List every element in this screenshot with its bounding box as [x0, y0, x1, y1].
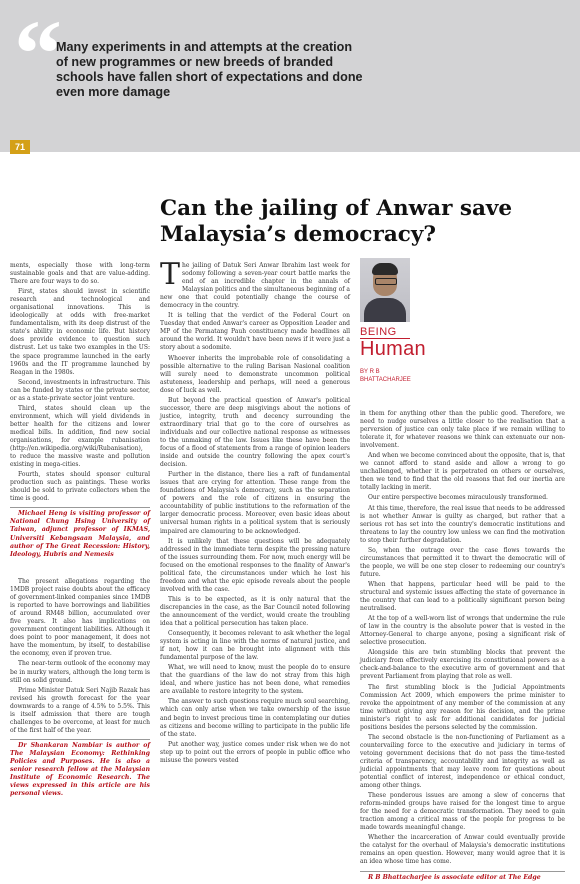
- main-article-column-2: [360, 262, 565, 884]
- drop-cap: T: [160, 257, 181, 292]
- headline: Can the jailing of Anwar save Malaysia’s democracy?: [160, 196, 513, 247]
- paragraph: Prime Minister Datuk Seri Najib Razak has revised his growth forecast for the year downwards to a range of 4.5% to 5.5%. This is itself admission that there are tough challenges to be overcome, at least for much of the first half of the year.: [10, 686, 150, 734]
- divider: [10, 739, 150, 740]
- paragraph: It is unlikely that these questions will be adequately addressed in the immediate term despite the pressing nature of the issues surrounding them. For now, much energy will be focused on the emotional responses to the finality of Anwar's political fate, the circumstances under which he lost his freedom and what the epic episode reveals about the people involved with the case.: [160, 537, 350, 593]
- paragraph: At this time, therefore, the real issue that needs to be addressed is not whether Anwar is guilty as charged, but rather that a serious rot has set into the country's democratic institutions and threatens to lay the country low unless we can find the motivation to stop their further degradation.: [360, 504, 565, 544]
- paragraph: Whether the incarceration of Anwar could eventually provide the catalyst for the overhaul of Malaysia's democratic institutions remains an open question. However, many would agree that it is an idea whose time has come.: [360, 834, 565, 866]
- paragraph: These ponderous issues are among a slew of concerns that reform-minded groups have raised for the longest time to argue for the need for a democratic transformation. They need to gain traction among a critical mass of the people for progress to be made towards meaningful change.: [360, 792, 565, 832]
- paragraph: Third, states should clean up the environment, which will yield dividends in better health for the citizens and lower medical bills. In addition, find new social organisations, for example rubanisation (http://en.wikipedia.org/wiki/Rubanisation), to reduce the massive waste and pollution existing in mega-cities.: [10, 404, 150, 469]
- column-label-human: Human: [360, 338, 426, 360]
- paragraph: At the top of a well-worn list of wrongs that undermine the rule of law in the country is the absolute power that is vested in the Attorney-General to charge anyone, posing a significant risk of selective prosecution.: [360, 615, 565, 647]
- paragraph: This is to be expected, as it is only natural that the discrepancies in the case, as the Bar Council noted following the announcement of the verdict, would create the troubling idea that a political persecution has taken place.: [160, 595, 350, 628]
- paragraph: Put another way, justice comes under risk when we do not step up to point out the errors of people in public office who misuse the powers vested: [160, 740, 350, 764]
- paragraph: The first stumbling block is the Judicial Appointments Commission Act 2009, which empowers the prime minister to revoke the appointment of any member of the commission at any time without giving any reason for his decision, and the prime minister's right to ask for additional candidates for judicial positions besides the persons selected by the commission.: [360, 683, 565, 731]
- paragraph: When that happens, particular heed will be paid to the structural and systemic issues affecting the state of governance in the country that can lead to a politically significant person being neutralised.: [360, 580, 565, 613]
- left-article-1: [10, 262, 150, 561]
- paragraph: It is telling that the verdict of the Federal Court on Tuesday that ended Anwar's career as Opposition Leader and MP of the Permatang Pauh constituency made headlines all around the world. It wouldn't have been news if it were just a story about a sodomite.: [160, 312, 350, 352]
- paragraph: in them for anything other than the public good. Therefore, we need to nudge ourselves a little closer to the realisation that a perversion of justice can only take place if we remain willing to tolerate it, for whatever reasons we think can extenuate our non-involvement.: [360, 410, 565, 450]
- paragraph-first: [160, 257, 350, 310]
- left-article-2: [10, 578, 150, 800]
- paragraph: Fourth, states should sponsor cultural production such as paintings. These works should be sold to private collectors when the time is good.: [10, 471, 150, 503]
- divider: [10, 507, 150, 508]
- column-label-being: BEING: [360, 326, 397, 338]
- author-bio: Michael Heng is visiting professor of National Chung Hsing University of Taiwan, adjunct professor of IKMAS, Universiti Kebangsaan Malaysia, and author of The Great Recession: History, Ideology, Hubris and Nemesis: [10, 510, 150, 558]
- author-bio: Dr Shankaran Nambiar is author of The Malaysian Economy: Rethinking Policies and Purposes. He is also a senior research fellow at the Malaysian Institute of Economic Research. The views expressed in this article are his personal views.: [10, 741, 150, 798]
- main-article-column-1: [160, 257, 350, 767]
- pull-quote-text: Many experiments in and attempts at the creation of new programmes or new breeds of branded schools have fallen short of expectations and done even more damage: [56, 40, 363, 99]
- paragraph: Whoever inherits the improbable role of consolidating a possible alternative to the ruling Barisan Nasional coalition will surely need to demonstrate uncommon political astuteness, leadership and perhaps, will need a generous dose of luck as well.: [160, 354, 350, 394]
- paragraph: Alongside this are twin stumbling blocks that prevent the judiciary from effectively exercising its constitutional powers as a check-and-balance to the executive arm of government and that prevent Parliament from playing that role as well.: [360, 649, 565, 681]
- paragraph: Second, investments in infrastructure. This can be funded by states or the private sector, or as a state-private sector joint venture.: [10, 378, 150, 402]
- paragraph: First, states should invest in scientific research and technological and organisational innovations. This is ideologically at odds with free-market fundamentalism, with its deep distrust of the state's ability in economic life. But history does provide evidence to question such distrust. Let us take two examples in the US: the space programme launched in the early 1960s and the IT programme launched by Reagan in the 1980s.: [10, 288, 150, 376]
- page-number: 71: [10, 140, 30, 154]
- paragraph: But beyond the practical question of Anwar's political successor, there are deep misgivings about the notions of justice, integrity, truth and decency surrounding the extraordinary trial that go to the core of ourselves as individuals and our collective national response as witnesses to the unmaking of the law. Issues like these have been the focus of a flood of statements from a range of opinion leaders inside and outside the country following the apex court's decision.: [160, 396, 350, 469]
- paragraph: Consequently, it becomes relevant to ask whether the legal system is acting in line with the norms of natural justice, and if not, how it can be brought into alignment with this fundamental purpose of the law.: [160, 630, 350, 662]
- paragraph: The answer to such questions require much soul searching, which can only arise when we take ownership of the issue and begin to invest precious time in contemplating our duties as citizens and become willing to participate in the public life of the state.: [160, 698, 350, 738]
- paragraph: The near-term outlook of the economy may be in murky waters, although the long term is still on solid ground.: [10, 660, 150, 684]
- paragraph: Further in the distance, there lies a raft of fundamental issues that are crying for attention. These range from the foundations of Malaysia's democracy, such as the separation of powers and the role of citizens in ensuring the accountability of public institutions to the reformation of the larger democratic process. Moreover, even basic ideas about universal human rights in a political system that is seriously impaired are clamouring to be acknowledged.: [160, 471, 350, 535]
- pull-quote-band: [0, 0, 580, 152]
- paragraph: And when we become convinced about the opposite, that is, that we cannot afford to stand aside and allow a wrong to go unchallenged, whether it is perpetrated on others or ourselves, then we tend to find that the old reasons that fed our inertia are totally lacking in merit.: [360, 452, 565, 492]
- byline: BY R B BHATTACHARJEE: [360, 369, 411, 383]
- paragraph: The second obstacle is the non-functioning of Parliament as a countervailing force to the executive and judiciary in terms of vetoing government decisions that do not pass the time-tested criteria of transparency, accountability and integrity as well as judicial appointments that may leave room for questions about potential conflict of interest, independence or ethical conduct, among other things.: [360, 733, 565, 790]
- paragraph: The present allegations regarding the 1MDB project raise doubts about the efficacy of government-linked companies since 1MDB is reported to have borrowings and liabilities of around RM48 billion, accumulated over five years. It also has implications on government contingent liabilities. Although it does point to poor management, it does not have the momentum, by itself, to destabilise the economy, even if proven true.: [10, 578, 150, 658]
- paragraph: What, we will need to know, must the people do to ensure that the guardians of the law do not stray from this high ideal, and where justice has not been done, what remedies are available to restore integrity to the system.: [160, 664, 350, 696]
- paragraph-text: he jailing of Datuk Seri Anwar Ibrahim last week for sodomy following a seven-year court battle marks the end of an incredible chapter in the annals of Malaysian politics and the simultaneous beginning of a new one that could potentially change the course of democracy in the country.: [160, 262, 350, 310]
- paragraph: So, when the outrage over the case flows towards the circumstances that permitted it to thwart the democratic will of the people, we will be one step closer to redeeming our country's future.: [360, 546, 565, 578]
- divider: [360, 871, 565, 872]
- paragraph: Our entire perspective becomes miraculously transformed.: [368, 494, 548, 502]
- quote-mark-icon: “: [14, 0, 62, 107]
- author-bio: R B Bhattacharjee is associate editor at The Edge: [368, 873, 541, 881]
- paragraph: ments, especially those with long-term sustainable goals and that are value-adding. There are four ways to do so.: [10, 262, 150, 286]
